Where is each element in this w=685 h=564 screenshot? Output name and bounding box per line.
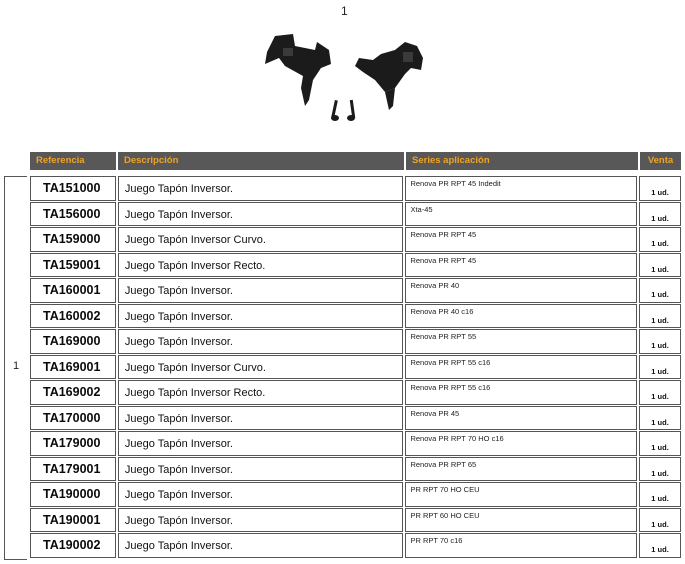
ref-cell: TA179000 (30, 431, 116, 456)
ref-cell: TA179001 (30, 457, 116, 482)
venta-cell: 1 ud. (639, 380, 681, 405)
description-cell: Juego Tapón Inversor. (118, 457, 404, 482)
ref-cell: TA169000 (30, 329, 116, 354)
description-cell: Juego Tapón Inversor. (118, 406, 404, 431)
venta-cell: 1 ud. (639, 355, 681, 380)
venta-cell: 1 ud. (639, 329, 681, 354)
venta-cell: 1 ud. (639, 482, 681, 507)
table-header (30, 152, 681, 170)
description-cell: Juego Tapón Inversor. (118, 508, 404, 533)
series-cell: Xta-45 (405, 202, 637, 227)
series-cell: PR RPT 70 c16 (405, 533, 637, 558)
table-row (30, 304, 681, 329)
venta-cell: 1 ud. (639, 508, 681, 533)
series-cell: Renova PR RPT 65 (405, 457, 637, 482)
ref-cell: TA160001 (30, 278, 116, 303)
product-image (255, 28, 435, 128)
venta-cell: 1 ud. (639, 533, 681, 558)
description-cell: Juego Tapón Inversor. (118, 431, 404, 456)
table-row (30, 278, 681, 303)
venta-cell: 1 ud. (639, 406, 681, 431)
table-row (30, 380, 681, 405)
header-series: Series aplicación (406, 152, 640, 170)
figure-number: 1 (341, 4, 348, 18)
series-cell: Renova PR 40 c16 (405, 304, 637, 329)
series-cell: PR RPT 70 HO CEU (405, 482, 637, 507)
table-row (30, 406, 681, 431)
description-cell: Juego Tapón Inversor. (118, 482, 404, 507)
table-row (30, 329, 681, 354)
table-row (30, 431, 681, 456)
table-row (30, 508, 681, 533)
series-cell: Renova PR RPT 45 (405, 227, 637, 252)
description-cell: Juego Tapón Inversor Recto. (118, 380, 404, 405)
ref-cell: TA159001 (30, 253, 116, 278)
ref-cell: TA190000 (30, 482, 116, 507)
venta-cell: 1 ud. (639, 304, 681, 329)
description-cell: Juego Tapón Inversor Curvo. (118, 227, 404, 252)
table-row (30, 176, 681, 201)
table-row (30, 533, 681, 558)
table-row (30, 355, 681, 380)
ref-cell: TA159000 (30, 227, 116, 252)
ref-cell: TA151000 (30, 176, 116, 201)
series-cell: Renova PR RPT 45 (405, 253, 637, 278)
series-cell: PR RPT 60 HO CEU (405, 508, 637, 533)
venta-cell: 1 ud. (639, 176, 681, 201)
venta-cell: 1 ud. (639, 253, 681, 278)
header-venta: Venta (640, 152, 681, 170)
series-cell: Renova PR RPT 70 HO c16 (405, 431, 637, 456)
description-cell: Juego Tapón Inversor. (118, 329, 404, 354)
series-cell: Renova PR RPT 45 Indedit (405, 176, 637, 201)
series-cell: Renova PR RPT 55 (405, 329, 637, 354)
ref-cell: TA169002 (30, 380, 116, 405)
table-row (30, 227, 681, 252)
header-referencia: Referencia (30, 152, 118, 170)
venta-cell: 1 ud. (639, 278, 681, 303)
venta-cell: 1 ud. (639, 227, 681, 252)
group-number: 1 (13, 360, 20, 372)
description-cell: Juego Tapón Inversor. (118, 304, 404, 329)
ref-cell: TA160002 (30, 304, 116, 329)
ref-cell: TA169001 (30, 355, 116, 380)
series-cell: Renova PR RPT 55 c16 (405, 380, 637, 405)
description-cell: Juego Tapón Inversor. (118, 533, 404, 558)
series-cell: Renova PR 40 (405, 278, 637, 303)
table-row (30, 202, 681, 227)
ref-cell: TA190002 (30, 533, 116, 558)
series-cell: Renova PR RPT 55 c16 (405, 355, 637, 380)
ref-cell: TA170000 (30, 406, 116, 431)
description-cell: Juego Tapón Inversor. (118, 278, 404, 303)
table-row (30, 457, 681, 482)
description-cell: Juego Tapón Inversor Recto. (118, 253, 404, 278)
table-row (30, 253, 681, 278)
table-body (30, 176, 681, 559)
header-descripcion: Descripción (118, 152, 406, 170)
table-row (30, 482, 681, 507)
venta-cell: 1 ud. (639, 202, 681, 227)
description-cell: Juego Tapón Inversor Curvo. (118, 355, 404, 380)
venta-cell: 1 ud. (639, 431, 681, 456)
description-cell: Juego Tapón Inversor. (118, 176, 404, 201)
description-cell: Juego Tapón Inversor. (118, 202, 404, 227)
ref-cell: TA190001 (30, 508, 116, 533)
series-cell: Renova PR 45 (405, 406, 637, 431)
venta-cell: 1 ud. (639, 457, 681, 482)
ref-cell: TA156000 (30, 202, 116, 227)
